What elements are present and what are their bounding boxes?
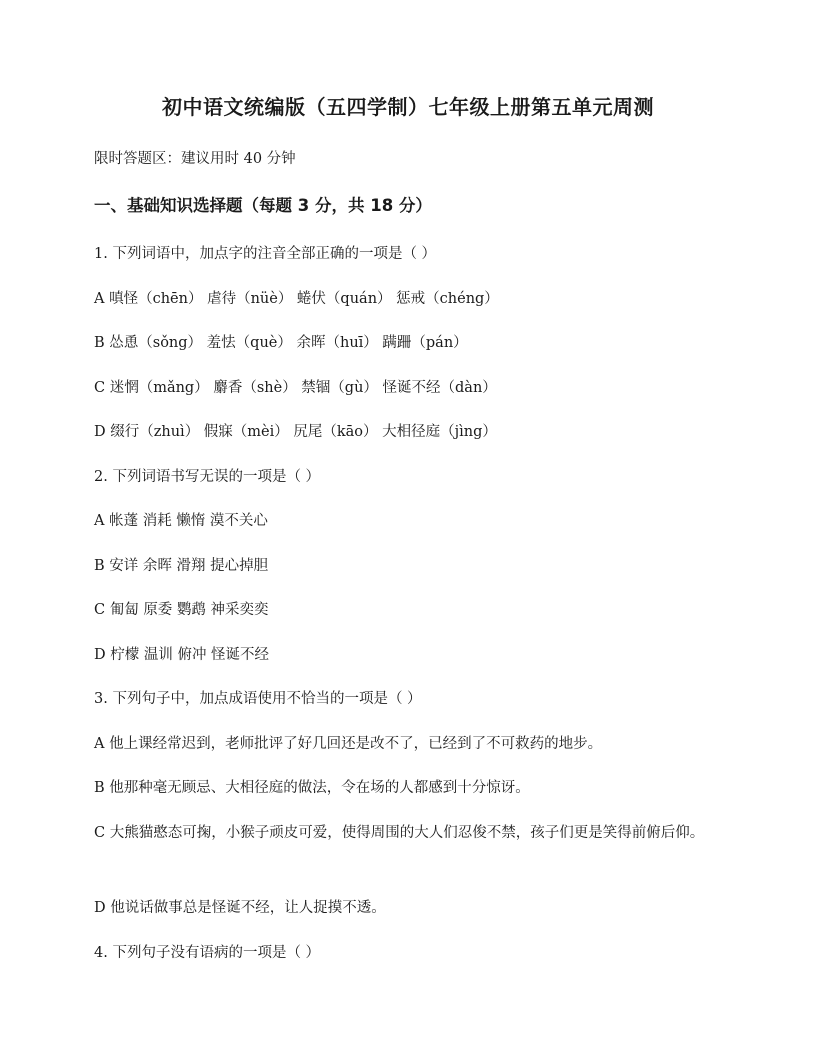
time-limit-note: 限时答题区：建议用时 40 分钟 xyxy=(94,151,296,167)
question-3-stem: 3. 下列句子中，加点成语使用不恰当的一项是（ ） xyxy=(94,691,422,707)
question-3-option-a: A 他上课经常迟到，老师批评了好几回还是改不了，已经到了不可救药的地步。 xyxy=(94,736,603,752)
question-2-option-d: D 柠檬 温训 俯冲 怪诞不经 xyxy=(94,647,270,663)
question-3-option-c: C 大熊猫憨态可掬，小猴子顽皮可爱，使得周围的大人们忍俊不禁，孩子们更是笑得前俯后仰。 xyxy=(94,825,705,841)
question-1-option-d: D 缀行（zhuì） 假寐（mèi） 尻尾（kāo） 大相径庭（jìng） xyxy=(94,424,497,440)
question-2-stem: 2. 下列词语书写无误的一项是（ ） xyxy=(94,469,321,485)
question-2-option-a: A 帐蓬 消耗 懒惰 漠不关心 xyxy=(94,513,268,529)
question-1-option-b: B 怂恿（sǒng） 羞怯（què） 余晖（huī） 蹒跚（pán） xyxy=(94,335,468,351)
question-1-option-c: C 迷惘（mǎng） 麝香（shè） 禁锢（gù） 怪诞不经（dàn） xyxy=(94,380,497,396)
question-4-stem: 4. 下列句子没有语病的一项是（ ） xyxy=(94,945,321,961)
question-2-option-c: C 匍匐 原委 鹦鹉 神采奕奕 xyxy=(94,602,269,618)
question-3-option-b: B 他那种毫无顾忌、大相径庭的做法，令在场的人都感到十分惊讶。 xyxy=(94,780,530,796)
question-1-option-a: A 嗔怪（chēn） 虐待（nüè） 蜷伏（quán） 惩戒（chéng） xyxy=(94,291,499,307)
document-title: 初中语文统编版（五四学制）七年级上册第五单元周测 xyxy=(162,95,654,119)
question-1-stem: 1. 下列词语中，加点字的注音全部正确的一项是（ ） xyxy=(94,246,437,262)
question-2-option-b: B 安详 余晖 滑翔 提心掉胆 xyxy=(94,558,269,574)
section-heading: 一、基础知识选择题（每题 3 分，共 18 分） xyxy=(94,196,432,215)
question-3-option-d: D 他说话做事总是怪诞不经，让人捉摸不透。 xyxy=(94,900,386,916)
